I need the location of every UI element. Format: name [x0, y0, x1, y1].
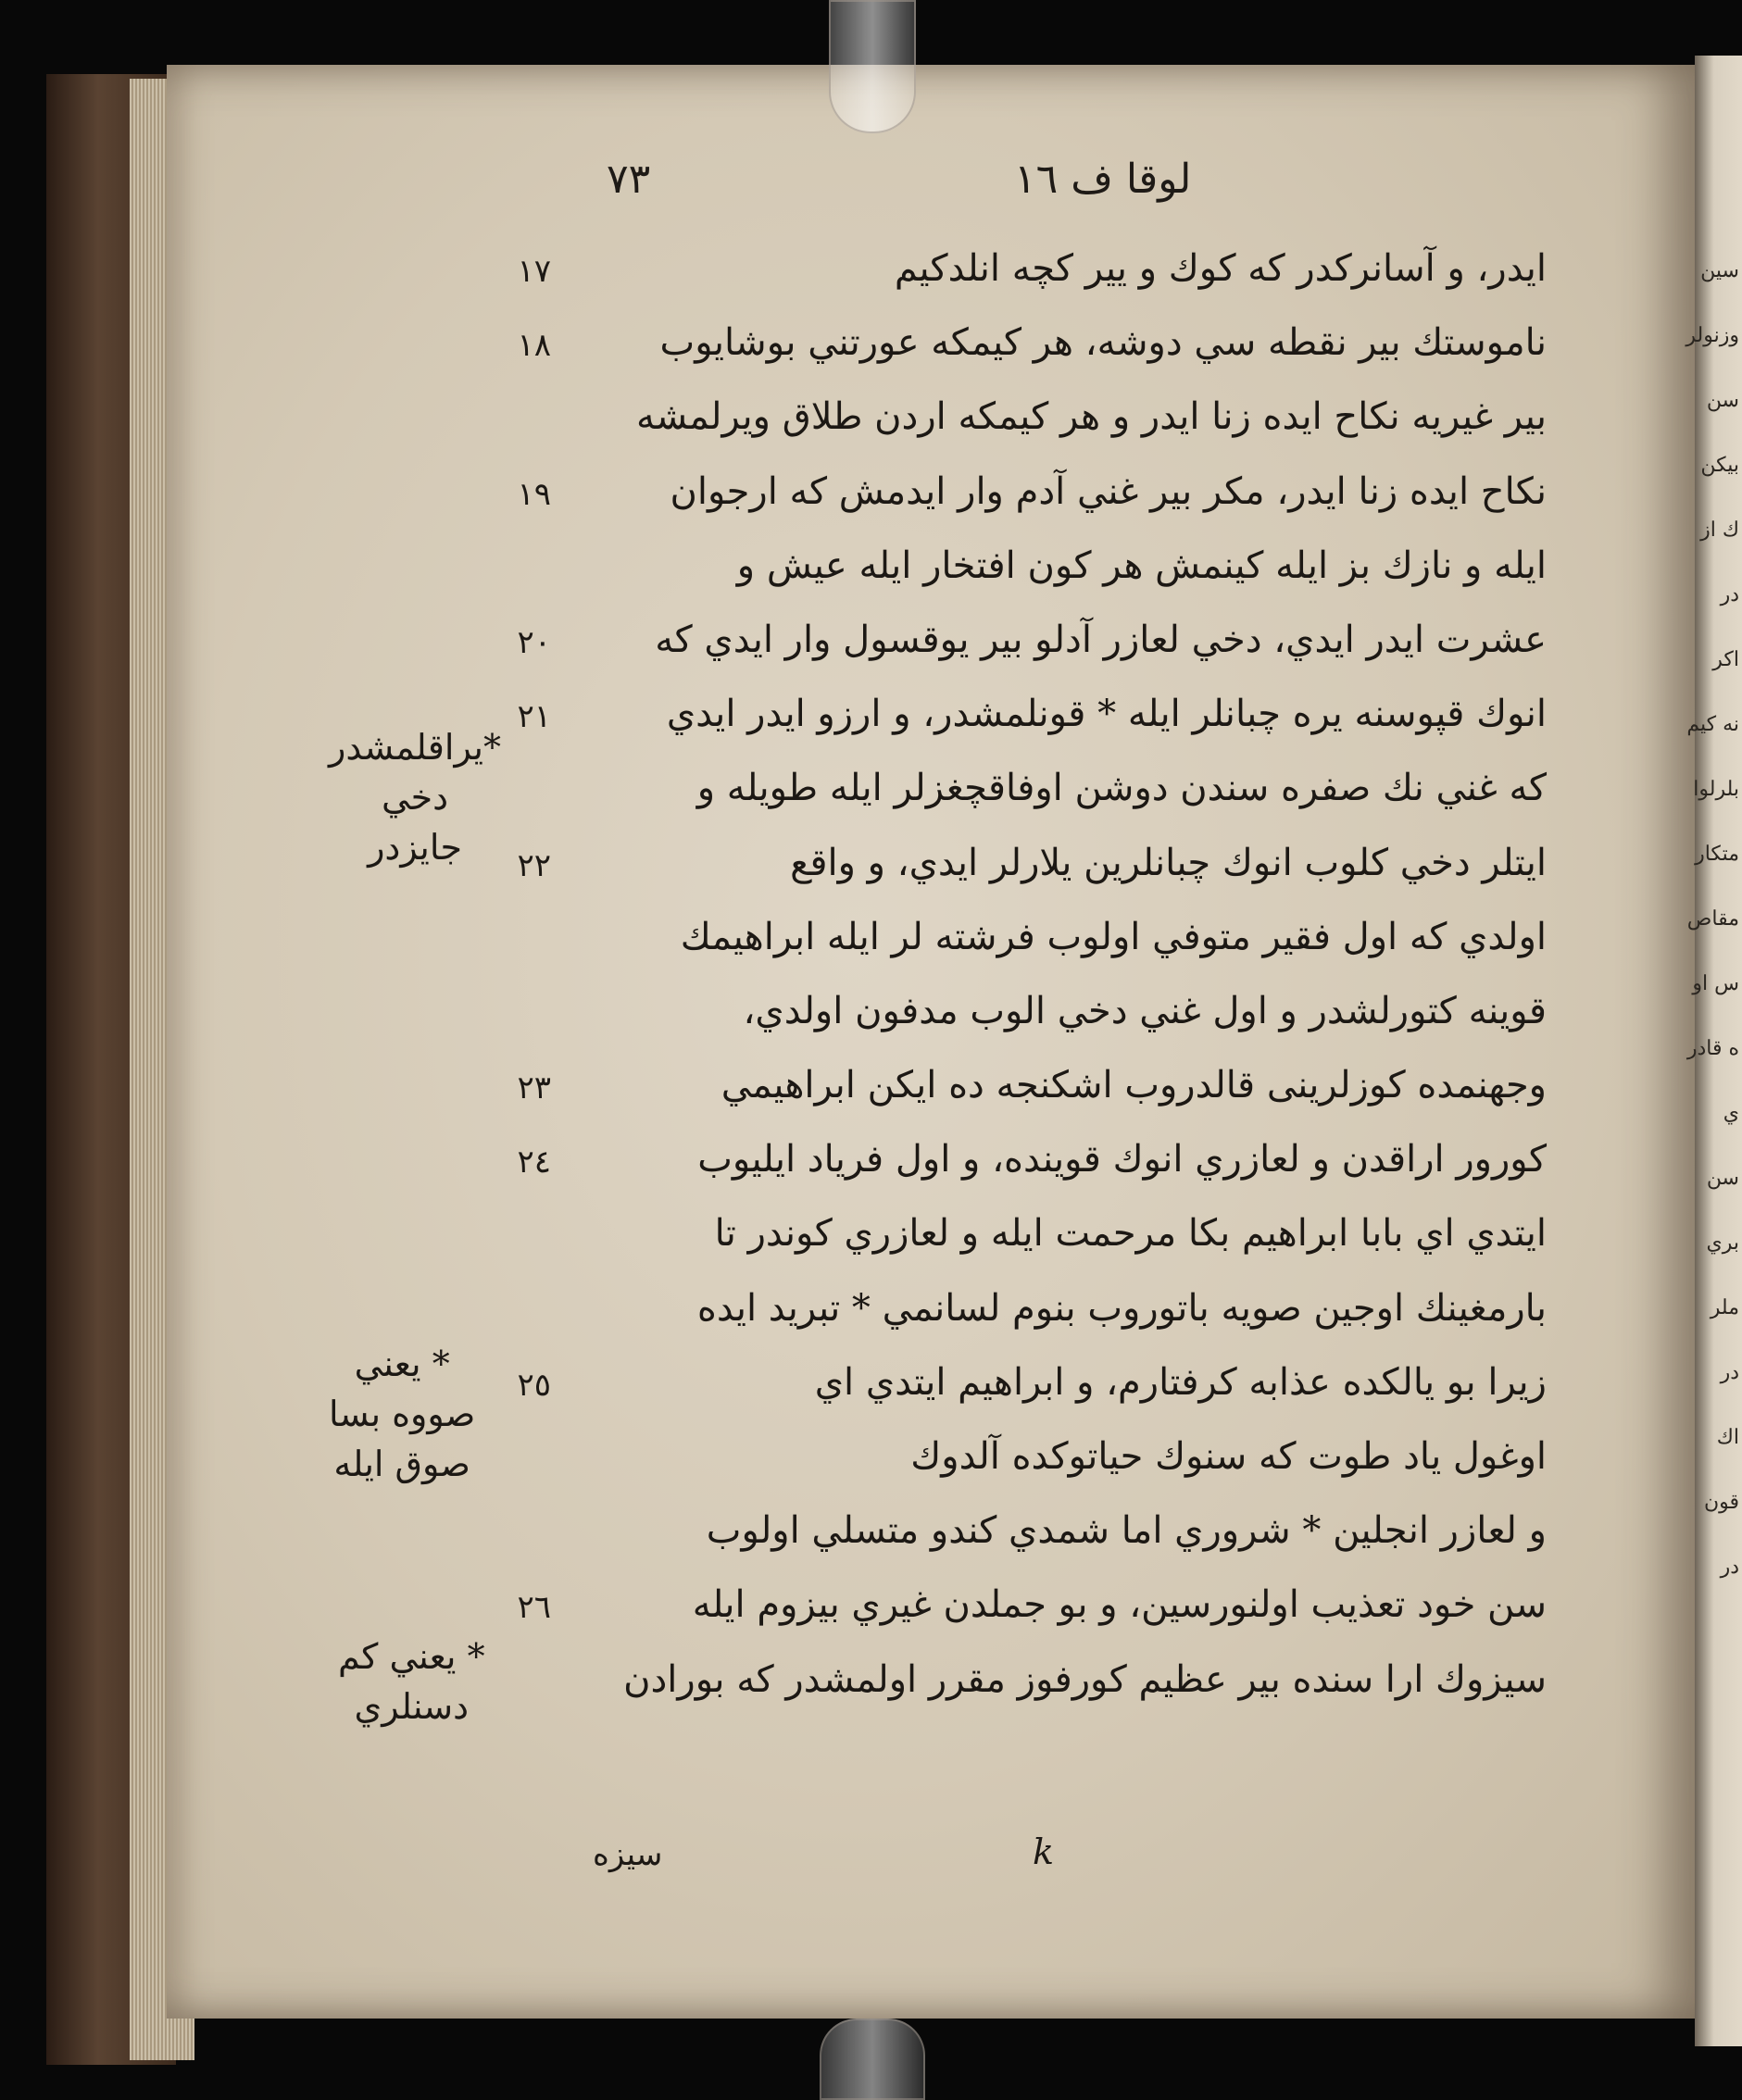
top-page-clip	[829, 0, 916, 133]
text-line	[517, 1572, 1547, 1646]
facing-page-fragment: اك	[1716, 1426, 1739, 1449]
verse-number: ٢٢	[517, 846, 551, 884]
line-text: نكاح ايده زنا ايدر، مكر بير غني آدم وار ايدمش كه ارجوان	[670, 469, 1547, 513]
line-text: كورور اراقدن و لعازري انوك قوينده، و اول فرياد ايليوب	[697, 1138, 1547, 1181]
text-line	[517, 681, 1547, 756]
text-line	[517, 459, 1547, 533]
folio-number: ٧٣	[607, 156, 651, 203]
line-text: سن خود تعذيب اولنورسين، و بو جملدن غيري بيزوم ايله	[692, 1583, 1547, 1627]
text-line	[517, 1127, 1547, 1201]
verse-number: ١٨	[517, 327, 551, 365]
line-text: وجهنمده كوزلرينی قالدروب اشكنجه ده ايكن ابراهيمي	[721, 1064, 1547, 1107]
verse-number: ٢٤	[517, 1144, 551, 1181]
facing-page-fragment: س او	[1692, 972, 1739, 995]
text-line	[556, 905, 1547, 979]
text-line	[556, 1276, 1547, 1350]
margin-note-line: * يعني كم	[338, 1636, 485, 1677]
verse-number: ١٧	[517, 253, 551, 290]
facing-page-fragment: ك از	[1700, 519, 1739, 542]
margin-note-line: *يراقلمشدر	[329, 727, 502, 768]
facing-page-fragment: سن	[1706, 389, 1739, 412]
line-text: ايدر، و آسانركدر كه كوك و يير كچه انلدكيم	[894, 247, 1547, 290]
verse-number: ٢٣	[517, 1069, 551, 1107]
verse-number: ١٩	[517, 475, 551, 513]
text-line	[556, 756, 1547, 830]
facing-page-fragment: متكار	[1695, 843, 1739, 866]
facing-page-fragment: در	[1720, 1361, 1739, 1384]
line-text: ايله و نازك بز ايله كينمش هر كون افتخار ايله عيش و	[736, 544, 1547, 587]
text-line	[517, 1350, 1547, 1424]
line-text: عشرت ايدر ايدي، دخي لعازر آدلو بير يوقسول وار ايدي كه	[655, 618, 1547, 661]
text-line	[517, 236, 1547, 310]
margin-note-line: صوق ايله	[333, 1444, 470, 1484]
text-line	[556, 533, 1547, 607]
facing-page-fragment: در	[1720, 583, 1739, 606]
line-text: انوك قپوسنه يره چبانلر ايله * قونلمشدر، و ارزو ايدر ايدي	[666, 693, 1547, 736]
text-line	[556, 1424, 1547, 1498]
facing-page-edge	[1686, 56, 1742, 2046]
verse-number: ٢٥	[517, 1366, 551, 1404]
facing-page-fragment: نه كيم	[1686, 713, 1739, 736]
facing-page-fragment: بري	[1706, 1231, 1739, 1255]
margin-note-3	[338, 1631, 485, 1731]
main-text-block	[517, 236, 1547, 1721]
line-text: سيزوك ارا سنده بير عظيم كورفوز مقرر اولمشدر كه بورادن	[623, 1657, 1547, 1701]
facing-page-fragment: قون	[1703, 1491, 1739, 1514]
margin-note-line: دخي	[381, 777, 449, 818]
facing-page-fragment: سن	[1706, 1167, 1739, 1190]
line-text: بارمغينك اوجين صويه باتوروب بنوم لسانمي * تبريد ايده	[696, 1286, 1547, 1330]
catchword: سيزه	[593, 1836, 663, 1873]
facing-page-fragment: ملر	[1710, 1296, 1739, 1319]
margin-note-line: دسنلري	[354, 1686, 470, 1727]
line-text: ايتدي اي بابا ابراهيم بكا مرحمت ايله و لعازري كوندر تا	[714, 1212, 1547, 1256]
line-text: بير غيريه نكاح ايده زنا ايدر و هر كيمكه اردن طلاق ويرلمشه	[636, 395, 1547, 439]
text-line	[556, 384, 1547, 458]
text-line	[556, 1647, 1547, 1721]
text-line	[556, 979, 1547, 1053]
line-text: و لعازر انجلين * شروري اما شمدي كندو متسلي اولوب	[706, 1509, 1547, 1553]
facing-page-fragment: بلرلوا	[1693, 778, 1739, 801]
line-text: اولدي كه اول فقير متوفي اولوب فرشته لر ايله ابراهيمك	[680, 915, 1547, 958]
facing-page-fragment: ي	[1723, 1102, 1739, 1125]
line-text: زيرا بو يالكده عذابه كرفتارم، و ابراهيم ايتدي اي	[814, 1360, 1547, 1404]
signature-mark: k	[1033, 1831, 1055, 1872]
line-text: ناموستك بير نقطه سي دوشه، هر كيمكه عورتني بوشايوب	[659, 321, 1547, 365]
text-line	[517, 831, 1547, 905]
facing-page-fragment: ه قادر	[1686, 1037, 1739, 1060]
verse-number: ٢٠	[517, 623, 551, 661]
text-line	[556, 1498, 1547, 1572]
margin-note-line: جايزدر	[368, 827, 462, 868]
facing-page-fragment: وزنولر	[1686, 324, 1739, 347]
facing-page-fragment: در	[1720, 1556, 1739, 1579]
line-text: كه غني نك صفره سندن دوشن اوفاقچغزلر ايله طويله و	[696, 767, 1547, 810]
line-text: قوينه كتورلشدر و اول غني دخي الوب مدفون اولدي،	[743, 989, 1547, 1032]
margin-note-line: * يعني	[354, 1344, 450, 1384]
facing-page-fragment: سين	[1700, 259, 1739, 282]
verse-number: ٢١	[517, 698, 551, 736]
facing-page-fragment: اكر	[1712, 648, 1739, 671]
facing-page-fragment: بيكن	[1700, 454, 1739, 477]
text-line	[556, 1201, 1547, 1275]
facing-page-fragment: مقاص	[1686, 907, 1739, 931]
text-line	[517, 607, 1547, 681]
running-head: لوقا ف ١٦	[1014, 156, 1192, 203]
verse-number: ٢٦	[517, 1589, 551, 1627]
bottom-page-clip	[820, 2019, 925, 2100]
margin-note-2	[329, 1339, 475, 1489]
text-line	[517, 1053, 1547, 1127]
margin-note-line: صووه بسا	[329, 1394, 476, 1434]
text-line	[517, 310, 1547, 384]
line-text: اوغول ياد طوت كه سنوك حياتوكده آلدوك	[910, 1435, 1547, 1478]
margin-note-1	[329, 722, 501, 872]
line-text: ايتلر دخي كلوب انوك چبانلرين يلارلر ايدي، و واقع	[790, 841, 1547, 884]
